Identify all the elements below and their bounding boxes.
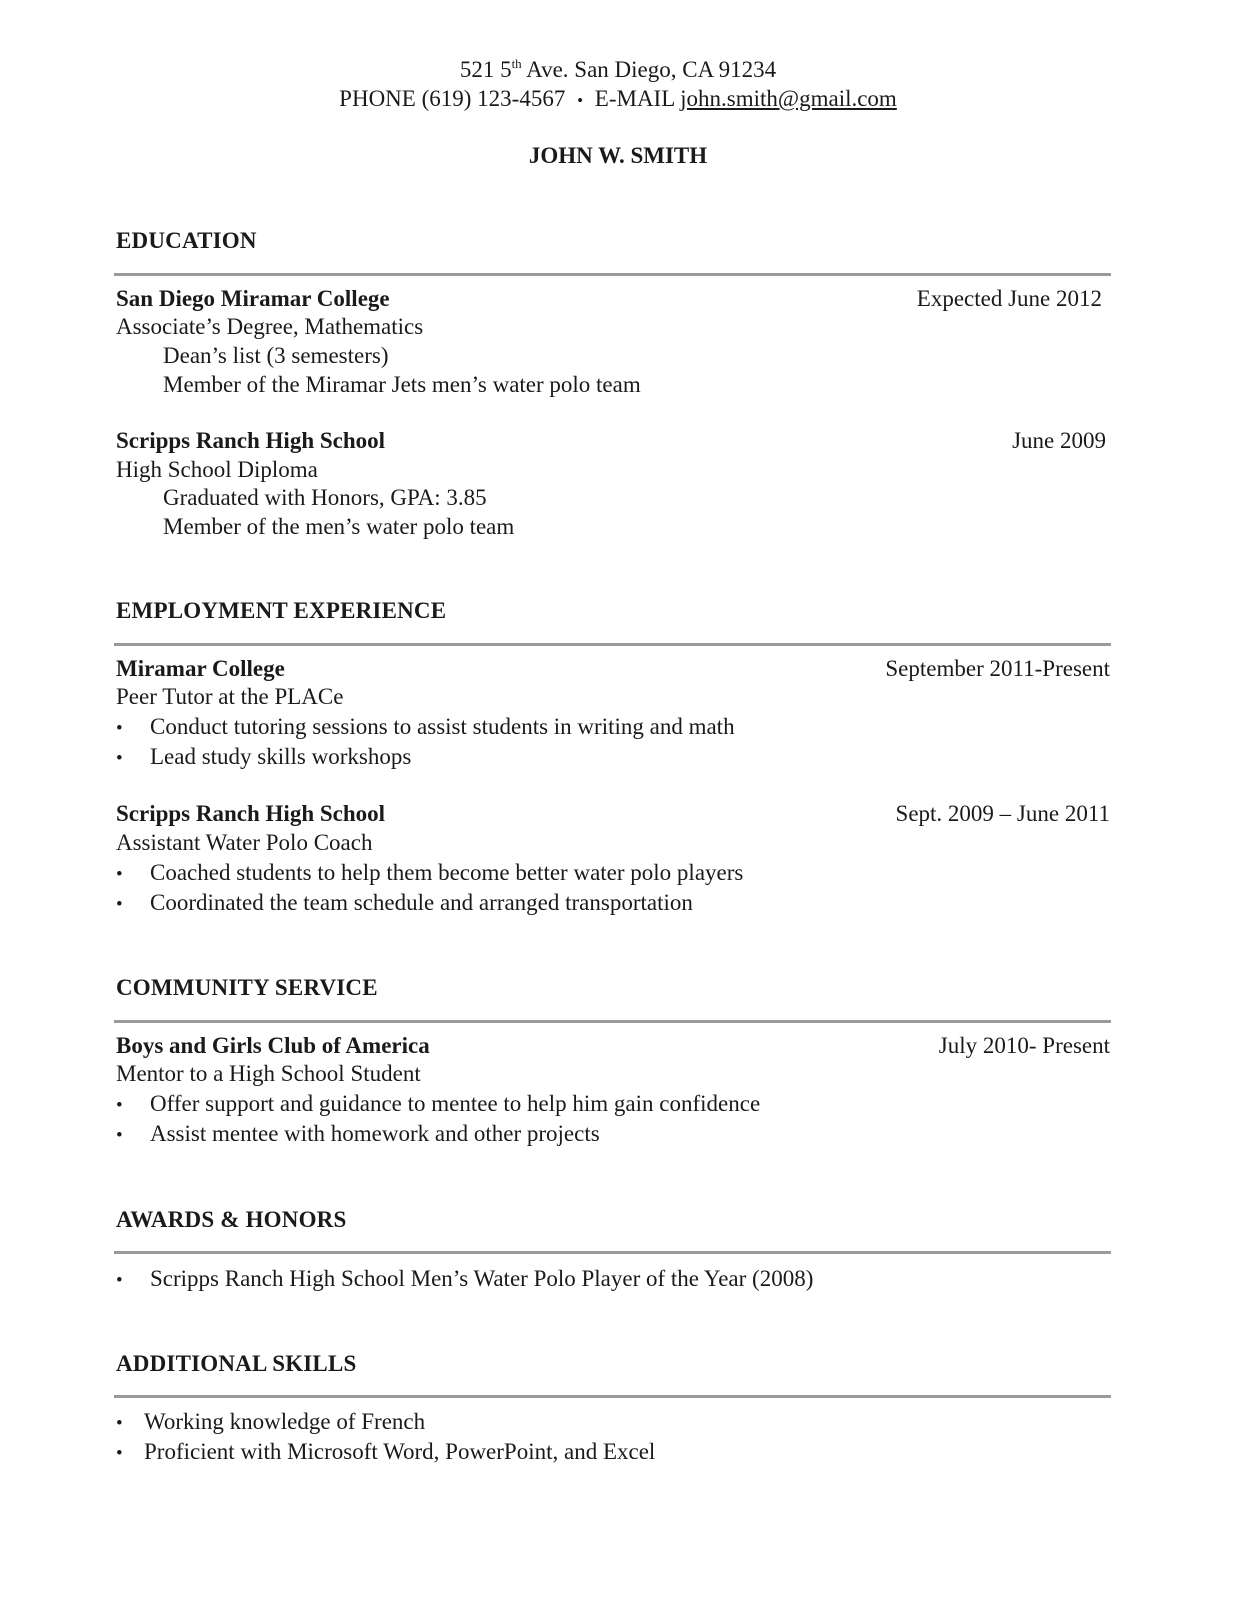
section-divider — [114, 643, 1111, 646]
bullet-item — [116, 1407, 425, 1438]
address-number: 521 5 — [459, 57, 512, 82]
section-title-employment: EMPLOYMENT EXPERIENCE — [116, 598, 447, 623]
bullet-item — [116, 712, 735, 743]
employment-date: Sept. 2009 – June 2011 — [895, 801, 1110, 826]
community-org: Boys and Girls Club of America — [116, 1033, 430, 1058]
community-role: Mentor to a High School Student — [116, 1061, 421, 1086]
bullet-icon: • — [116, 1125, 123, 1146]
education-org: San Diego Miramar College — [116, 286, 390, 311]
employer: Miramar College — [116, 656, 285, 681]
contact-line — [0, 84, 1236, 115]
bullet-icon: • — [116, 1413, 123, 1434]
bullet-icon: • — [116, 718, 123, 739]
candidate-name: JOHN W. SMITH — [528, 143, 708, 168]
education-org: Scripps Ranch High School — [116, 428, 386, 453]
bullet-item — [116, 1089, 760, 1120]
section-title-education: EDUCATION — [116, 228, 257, 253]
bullet-text: Coached students to help them become better water polo players — [150, 860, 744, 885]
education-date: June 2009 — [1012, 428, 1106, 453]
education-detail: Member of the men’s water polo team — [163, 514, 515, 539]
address-ordinal: th — [511, 56, 522, 71]
separator-dot: • — [577, 91, 584, 110]
email-label: E-MAIL — [594, 86, 675, 111]
education-detail: Graduated with Honors, GPA: 3.85 — [163, 485, 487, 510]
section-divider — [114, 1395, 1111, 1398]
phone: PHONE (619) 123-4567 — [339, 86, 566, 111]
bullet-icon: • — [116, 1443, 123, 1464]
section-title-skills: ADDITIONAL SKILLS — [116, 1351, 357, 1376]
bullet-item — [116, 1437, 655, 1468]
bullet-text: Coordinated the team schedule and arranged transportation — [150, 890, 693, 915]
bullet-text: Conduct tutoring sessions to assist students in writing and math — [150, 714, 735, 739]
education-degree: High School Diploma — [116, 457, 318, 482]
address-street: Ave. San Diego, CA 91234 — [521, 57, 777, 82]
section-title-awards: AWARDS & HONORS — [116, 1207, 347, 1232]
bullet-text: Assist mentee with homework and other projects — [150, 1121, 600, 1146]
bullet-item — [116, 742, 411, 773]
bullet-item — [116, 858, 743, 889]
section-divider — [114, 273, 1111, 276]
community-date: July 2010- Present — [938, 1033, 1110, 1058]
section-title-community: COMMUNITY SERVICE — [116, 975, 378, 1000]
bullet-text: Offer support and guidance to mentee to help him gain confidence — [150, 1091, 761, 1116]
section-divider — [114, 1020, 1111, 1023]
bullet-icon: • — [116, 748, 123, 769]
bullet-text: Lead study skills workshops — [150, 744, 412, 769]
bullet-icon: • — [116, 1270, 123, 1291]
address-line — [0, 55, 1236, 84]
employment-date: September 2011-Present — [885, 656, 1110, 681]
education-degree: Associate’s Degree, Mathematics — [116, 314, 424, 339]
email-link[interactable]: john.smith@gmail.com — [680, 86, 897, 111]
bullet-text: Working knowledge of French — [144, 1409, 426, 1434]
education-detail: Member of the Miramar Jets men’s water polo team — [163, 372, 641, 397]
bullet-icon: • — [116, 864, 123, 885]
job-title: Assistant Water Polo Coach — [116, 830, 373, 855]
education-detail: Dean’s list (3 semesters) — [163, 343, 389, 368]
section-divider — [114, 1251, 1111, 1254]
employer: Scripps Ranch High School — [116, 801, 386, 826]
bullet-icon: • — [116, 1095, 123, 1116]
bullet-text: Scripps Ranch High School Men’s Water Polo Player of the Year (2008) — [150, 1266, 814, 1291]
bullet-icon: • — [116, 894, 123, 915]
job-title: Peer Tutor at the PLACe — [116, 684, 344, 709]
bullet-text: Proficient with Microsoft Word, PowerPoint, and Excel — [144, 1439, 656, 1464]
bullet-item — [116, 1119, 600, 1150]
bullet-item — [116, 888, 693, 919]
bullet-item — [116, 1264, 813, 1295]
education-date: Expected June 2012 — [916, 286, 1102, 311]
